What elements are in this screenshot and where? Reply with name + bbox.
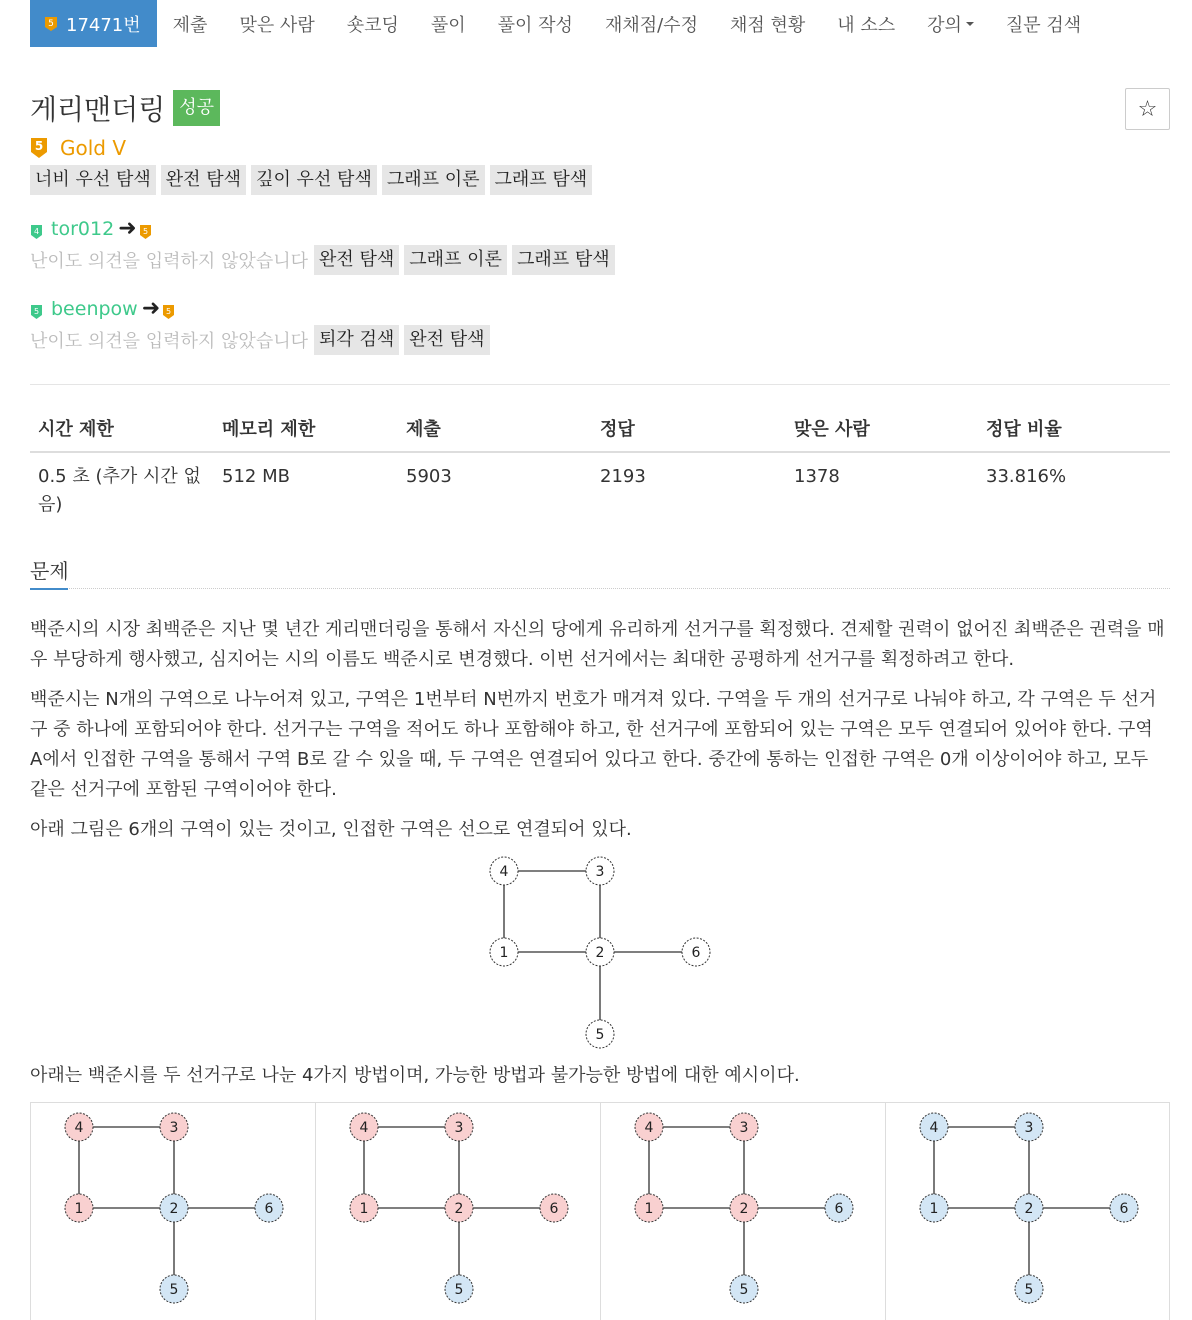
opinion-note: 난이도 의견을 입력하지 않았습니다 <box>30 251 308 272</box>
star-icon: ☆ <box>1137 96 1158 122</box>
graph-node-label: 2 <box>739 1201 749 1218</box>
problem-info-table <box>30 405 1170 529</box>
opinion-note: 난이도 의견을 입력하지 않았습니다 <box>30 331 308 352</box>
tier-label[interactable]: Gold V <box>60 136 127 160</box>
svg-text:5: 5 <box>166 306 172 316</box>
graph-node-label: 5 <box>454 1282 464 1299</box>
graph-node-label: 6 <box>691 945 701 962</box>
partition-graph <box>601 1103 885 1319</box>
arrow-right-icon: ➜ <box>118 216 137 241</box>
problem-header <box>30 88 220 128</box>
graph-node-label: 4 <box>359 1120 369 1137</box>
graph-node-label: 3 <box>1024 1120 1034 1137</box>
tag[interactable]: 퇴각 검색 <box>314 325 399 355</box>
nav-write-solution-label: 풀이 작성 <box>497 14 573 36</box>
result-badge: 성공 <box>173 90 220 126</box>
nav-question-search[interactable] <box>990 0 1097 47</box>
tag[interactable]: 깊이 우선 탐색 <box>251 165 377 195</box>
nav-status-label: 채점 현황 <box>729 14 806 36</box>
tag[interactable]: 완전 탐색 <box>161 165 246 195</box>
submissions-value: 5903 <box>406 466 452 487</box>
svg-text:4: 4 <box>33 226 40 236</box>
partition-graph <box>316 1103 600 1319</box>
partition-example <box>886 1103 1170 1320</box>
graph-node-label: 1 <box>359 1201 369 1218</box>
tag[interactable]: 완전 탐색 <box>314 245 399 275</box>
section-underline <box>30 588 68 590</box>
graph-node-label: 4 <box>644 1120 654 1137</box>
graph-node-label: 6 <box>834 1201 844 1218</box>
opinion-tags <box>30 325 495 355</box>
graph-node-label: 3 <box>739 1120 749 1137</box>
nav-solutions[interactable] <box>415 0 482 47</box>
graph-node-label: 6 <box>1119 1201 1129 1218</box>
tag[interactable]: 그래프 이론 <box>404 245 507 275</box>
section-divider <box>30 588 1170 589</box>
nav-write-solution[interactable] <box>482 0 589 47</box>
tag[interactable]: 너비 우선 탐색 <box>30 165 156 195</box>
nav-problem-tab[interactable] <box>30 0 157 47</box>
graph-node-label: 4 <box>929 1120 939 1137</box>
nav-correct-users-label: 맞은 사람 <box>239 14 315 36</box>
graph-node-label: 2 <box>169 1201 179 1218</box>
nav-submit[interactable] <box>157 0 224 47</box>
partition-examples <box>30 1102 1170 1320</box>
graph-node-label: 4 <box>74 1120 84 1137</box>
algorithm-tags <box>30 165 597 195</box>
region-graph-figure <box>470 850 730 1050</box>
svg-text:5: 5 <box>33 306 40 316</box>
header-accepted: 정답 <box>592 405 786 452</box>
graph-node-label: 1 <box>644 1201 654 1218</box>
nav-my-source-label: 내 소스 <box>837 14 896 36</box>
gold-tier-icon <box>162 301 175 317</box>
partition-graph <box>886 1103 1170 1319</box>
partition-example <box>601 1103 886 1320</box>
opinion-user[interactable]: beenpow <box>51 297 138 320</box>
opinion-header <box>30 216 152 241</box>
problem-paragraph: 아래 그림은 6개의 구역이 있는 것이고, 인접한 구역은 선으로 연결되어 있다. <box>30 819 632 840</box>
header-submissions: 제출 <box>398 405 592 452</box>
header-memory-limit: 메모리 제한 <box>214 405 398 452</box>
section-title: 문제 <box>30 559 69 583</box>
graph-node-label: 6 <box>549 1201 559 1218</box>
graph-node-label: 1 <box>929 1201 939 1218</box>
nav-my-source[interactable] <box>821 0 911 47</box>
problem-paragraph: 아래는 백준시를 두 선거구로 나눈 4가지 방법이며, 가능한 방법과 불가능한 방법에 대한 예시이다. <box>30 1065 800 1086</box>
graph-node-label: 6 <box>264 1201 274 1218</box>
header-time-limit: 시간 제한 <box>30 405 214 452</box>
nav-status[interactable] <box>714 0 821 47</box>
nav-rejudge[interactable] <box>589 0 714 47</box>
nav-submit-label: 제출 <box>172 14 208 36</box>
caret-down-icon <box>966 22 974 26</box>
graph-node-label: 3 <box>454 1120 464 1137</box>
graph-node-label: 1 <box>499 945 509 962</box>
partition-graph <box>31 1103 315 1319</box>
nav-question-search-label: 질문 검색 <box>1005 14 1082 36</box>
memory-limit-value: 512 MB <box>222 466 290 487</box>
nav-rejudge-label: 재채점/수정 <box>604 14 698 36</box>
table-row <box>30 452 1170 529</box>
platinum-tier-icon <box>30 221 43 237</box>
opinion-tags <box>30 245 620 275</box>
graph-node-label: 5 <box>169 1282 179 1299</box>
graph-node-label: 4 <box>499 864 509 881</box>
graph-node-label: 2 <box>595 945 605 962</box>
accepted-value: 2193 <box>600 466 646 487</box>
nav-problem-id: 17471번 <box>66 14 141 36</box>
nav-lecture-dropdown[interactable] <box>911 0 990 47</box>
graph-node-label: 5 <box>739 1282 749 1299</box>
opinion-user[interactable]: tor012 <box>51 217 115 240</box>
nav-solutions-label: 풀이 <box>430 14 466 36</box>
problem-paragraph: 백준시는 N개의 구역으로 나누어져 있고, 구역은 1번부터 N번까지 번호가 매겨져 있다. 구역을 두 개의 선거구로 나눠야 하고, 각 구역은 두 선거구 중 하나에 포함되어야 한다. 선거구는 구역을 적어도 하나 포함해야 하고, 한 선거구에 포함되어 있는 구역은 모두 연결되어 있어야 한다. 구역 A에서 인접한 구역을 통해서 구역 B로 갈 수 있을 때, 두 구역은 연결되어 있다고 한다. 중간에 통하는 인접한 구역은 0개 이상이어야 하고, 모두 같은 선거구에 포함된 구역이어야 한다. <box>30 689 1157 800</box>
time-limit-value: 0.5 초 (추가 시간 없음) <box>38 466 201 515</box>
graph-node-label: 2 <box>1024 1201 1034 1218</box>
star-button[interactable] <box>1125 88 1170 130</box>
svg-text:5: 5 <box>142 226 148 236</box>
tag[interactable]: 완전 탐색 <box>404 325 489 355</box>
divider <box>30 384 1170 385</box>
graph-node-label: 5 <box>595 1027 605 1044</box>
opinion-header <box>30 296 175 321</box>
header-ratio: 정답 비율 <box>978 405 1170 452</box>
tag[interactable]: 그래프 이론 <box>382 165 485 195</box>
tag[interactable]: 그래프 탐색 <box>490 165 593 195</box>
nav-lecture-label: 강의 <box>927 14 962 36</box>
platinum-tier-icon <box>30 301 43 317</box>
problem-nav <box>30 0 1097 47</box>
graph-node-label: 3 <box>169 1120 179 1137</box>
tier-line <box>30 136 126 160</box>
gold-tier-icon <box>30 137 48 159</box>
nav-short-coding[interactable] <box>331 0 415 47</box>
tier-badge-icon <box>44 16 58 32</box>
nav-short-coding-label: 숏코딩 <box>346 14 399 36</box>
partition-example <box>31 1103 316 1320</box>
graph-node-label: 5 <box>1024 1282 1034 1299</box>
header-solved-users: 맞은 사람 <box>786 405 978 452</box>
graph-node-label: 1 <box>74 1201 84 1218</box>
ratio-value: 33.816% <box>986 466 1067 487</box>
tag[interactable]: 그래프 탐색 <box>512 245 615 275</box>
problem-paragraph: 백준시의 시장 최백준은 지난 몇 년간 게리맨더링을 통해서 자신의 당에게 유리하게 선거구를 획정했다. 견제할 권력이 없어진 최백준은 권력을 매우 부당하게 행사했고, 심지어는 시의 이름도 백준시로 변경했다. 이번 선거에서는 최대한 공평하게 선거구를 획정하려고 한다. <box>30 619 1165 670</box>
arrow-right-icon: ➜ <box>141 296 161 321</box>
graph-node-label: 3 <box>595 864 605 881</box>
svg-text:5: 5 <box>34 139 44 153</box>
graph-node-label: 2 <box>454 1201 464 1218</box>
problem-title: 게리맨더링 <box>30 93 166 126</box>
nav-correct-users[interactable] <box>223 0 330 47</box>
gold-tier-icon <box>139 221 152 237</box>
solved-users-value: 1378 <box>794 466 840 487</box>
svg-text:5: 5 <box>48 18 54 29</box>
partition-example <box>316 1103 601 1320</box>
